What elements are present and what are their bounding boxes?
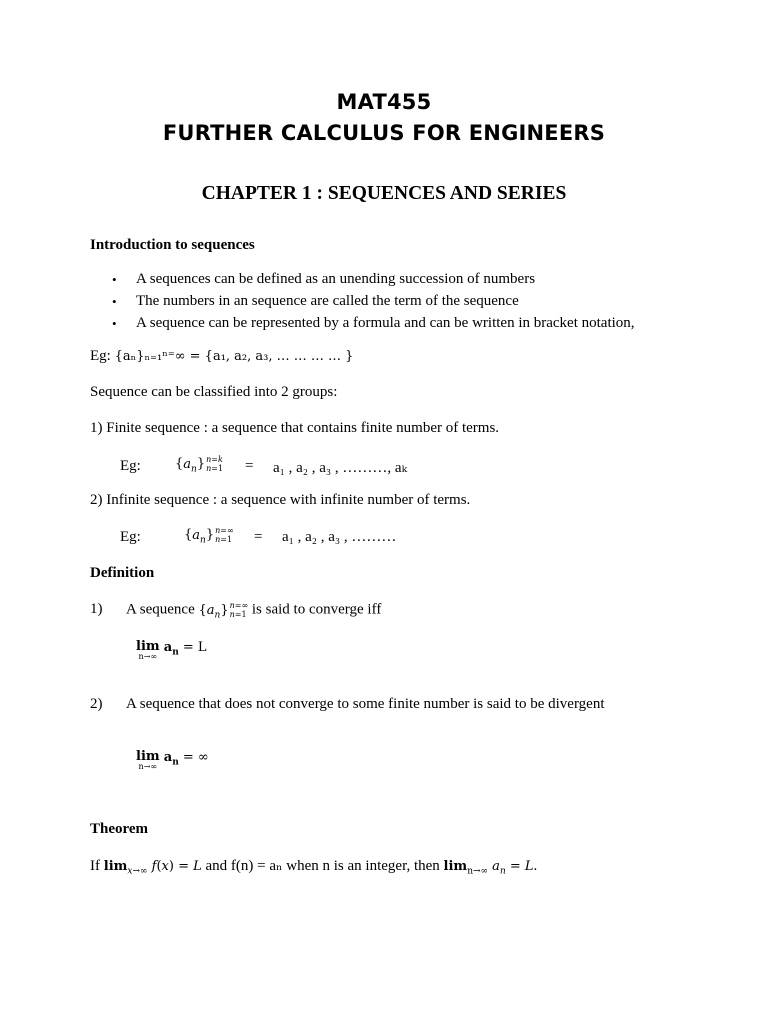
definition-item-2: A sequence that does not converge to some finite number is said to be divergent — [126, 696, 605, 712]
finite-eg-label: Eg: — [120, 458, 141, 474]
finite-definition: 1) Finite sequence : a sequence that contains finite number of terms. — [90, 420, 500, 436]
intro-heading: Introduction to sequences — [90, 237, 255, 253]
limit-value: = L — [182, 640, 207, 655]
theorem-limit-fx: $\lim_{x\to\infty} f(x) = L$ — [103, 859, 202, 877]
diverge-limit: lim n→∞ $a_n$ = ∞ — [136, 749, 209, 771]
definition-item-1 — [126, 601, 381, 620]
bullet-text: A sequence can be represented by a formula and can be written in bracket notation, — [136, 315, 635, 331]
definition-item-number: 2) — [90, 696, 103, 712]
theorem-period: . — [533, 858, 538, 874]
bullet-icon: • — [112, 316, 117, 331]
example-label: Eg: — [90, 348, 111, 364]
infinite-terms: a₁ , a₂ , a₃ , ……… — [282, 529, 397, 545]
course-code: MAT455 — [336, 90, 432, 114]
theorem-limit-an: $\lim_{n\to\infty} a_n = L$ — [443, 859, 534, 877]
definition-item-number: 1) — [90, 601, 103, 617]
infinite-definition: 2) Infinite sequence : a sequence with infinite number of terms. — [90, 492, 471, 508]
chapter-title: CHAPTER 1 : SEQUENCES AND SERIES — [201, 183, 567, 204]
theorem-if: If — [90, 858, 100, 874]
example-line — [90, 348, 353, 365]
bullet-text: A sequences can be defined as an unending succession of numbers — [136, 271, 536, 287]
classified-text: Sequence can be classified into 2 groups: — [90, 384, 338, 400]
course-title: FURTHER CALCULUS FOR ENGINEERS — [162, 121, 606, 145]
sequence-notation: $\{a_n\}$ n=∞ n=1 — [198, 601, 249, 621]
definition-heading: Definition — [90, 565, 155, 581]
bullet-icon: • — [112, 294, 117, 309]
theorem-condition: and f(n) = aₙ when n is an integer, then — [205, 858, 440, 874]
example-formula: {aₙ}ₙ₌₁ⁿ⁼∞ = {a₁, a₂, a₃, … … … … } — [114, 349, 354, 364]
finite-sequence-notation: $\{a_n\}$ n=k n=1 — [175, 455, 224, 475]
theorem-statement — [90, 856, 537, 877]
finite-equals: = — [245, 458, 254, 474]
converge-limit: lim n→∞ $a_n = L$ — [136, 639, 207, 661]
theorem-heading: Theorem — [90, 821, 149, 837]
finite-terms: a₁ , a₂ , a₃ , ………, aₖ — [273, 460, 408, 476]
infinite-eg-label: Eg: — [120, 529, 141, 545]
bullet-icon: • — [112, 272, 117, 287]
infinite-sequence-notation: $\{a_n\}$ n=∞ n=1 — [184, 526, 234, 546]
bullet-text: The numbers in an sequence are called the term of the sequence — [136, 293, 519, 309]
definition-prefix: A sequence — [126, 601, 195, 618]
limit-value: = ∞ — [182, 750, 209, 765]
infinite-equals: = — [254, 529, 263, 545]
definition-suffix: is said to converge iff — [251, 601, 382, 618]
